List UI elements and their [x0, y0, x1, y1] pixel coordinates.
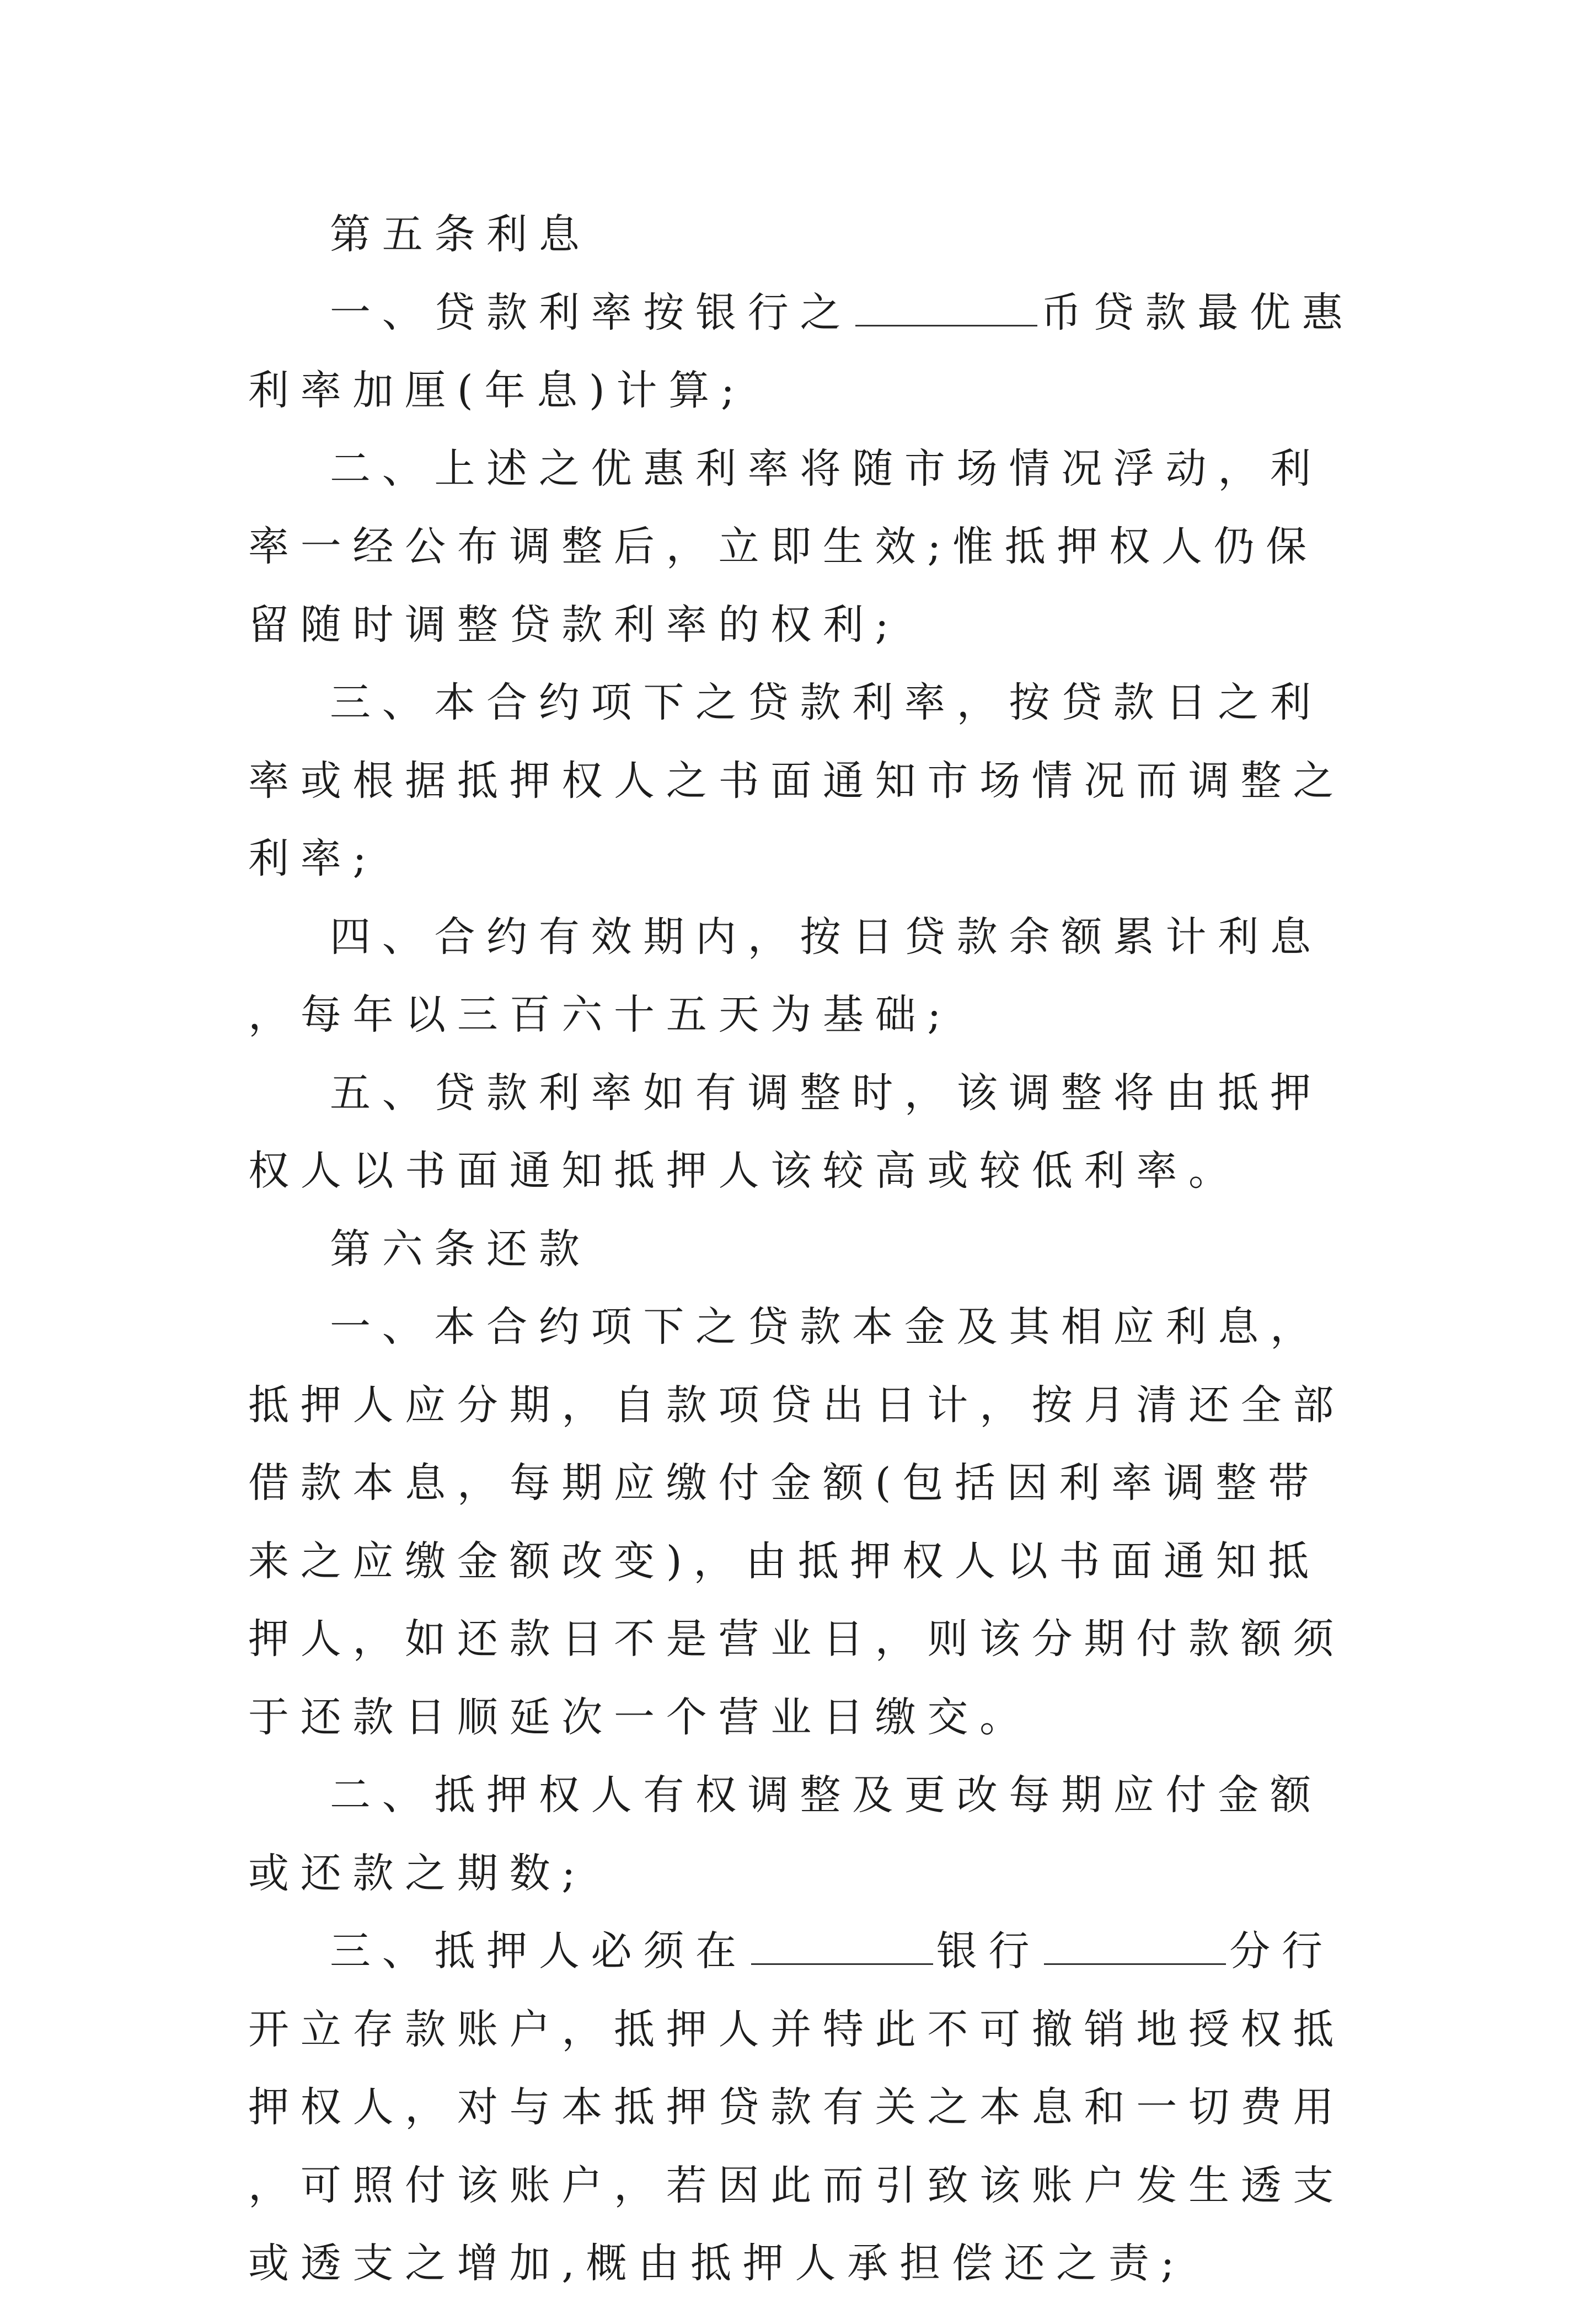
branch-name-blank [1044, 1925, 1226, 1965]
bank-name-blank [751, 1925, 933, 1965]
document-body [248, 196, 1370, 2303]
article-6-clause-3: 三、抵押人必须在 银行 分行开立存款账户，抵押人并特此不可撤销地授权抵押权人，对与本抵押贷款有关之本息和一切费用，可照付该账户，若因此而引致该账户发生透支或透支之增加,概由抵押人承担偿还之责; [248, 1913, 1370, 2303]
article-5-clause-1: 一、贷款利率按银行之 币贷款最优惠利率加厘(年息)计算; [248, 274, 1370, 430]
article-5-clause-4: 四、合约有效期内，按日贷款余额累计利息，每年以三百六十五天为基础; [248, 913, 1322, 1038]
article-5-heading: 第五条利息 [330, 211, 591, 258]
article-5-clause-3: 三、本合约项下之贷款利率，按贷款日之利率或根据抵押权人之书面通知市场情况而调整之利率; [248, 679, 1346, 882]
article-6-clause-1: 一、本合约项下之贷款本金及其相应利息，抵押人应分期，自款项贷出日计，按月清还全部借款本息，每期应缴付金额(包括因利率调整带来之应缴金额改变)，由抵押权人以书面通知抵押人，如还款日不是营业日，则该分期付款额须于还款日顺延次一个营业日缴交。 [248, 1303, 1346, 1741]
article-6-heading: 第六条还款 [330, 1225, 591, 1273]
article-5-clause-2: 二、上述之优惠利率将随市场情况浮动，利率一经公布调整后，立即生效;惟抵押权人仍保留随时调整贷款利率的权利; [248, 444, 1322, 649]
article-5-clause-5: 五、贷款利率如有调整时，该调整将由抵押权人以书面通知抵押人该较高或较低利率。 [248, 1069, 1322, 1195]
currency-blank [855, 286, 1037, 326]
article-6-clause-2: 二、抵押权人有权调整及更改每期应付金额或还款之期数; [248, 1771, 1322, 1897]
